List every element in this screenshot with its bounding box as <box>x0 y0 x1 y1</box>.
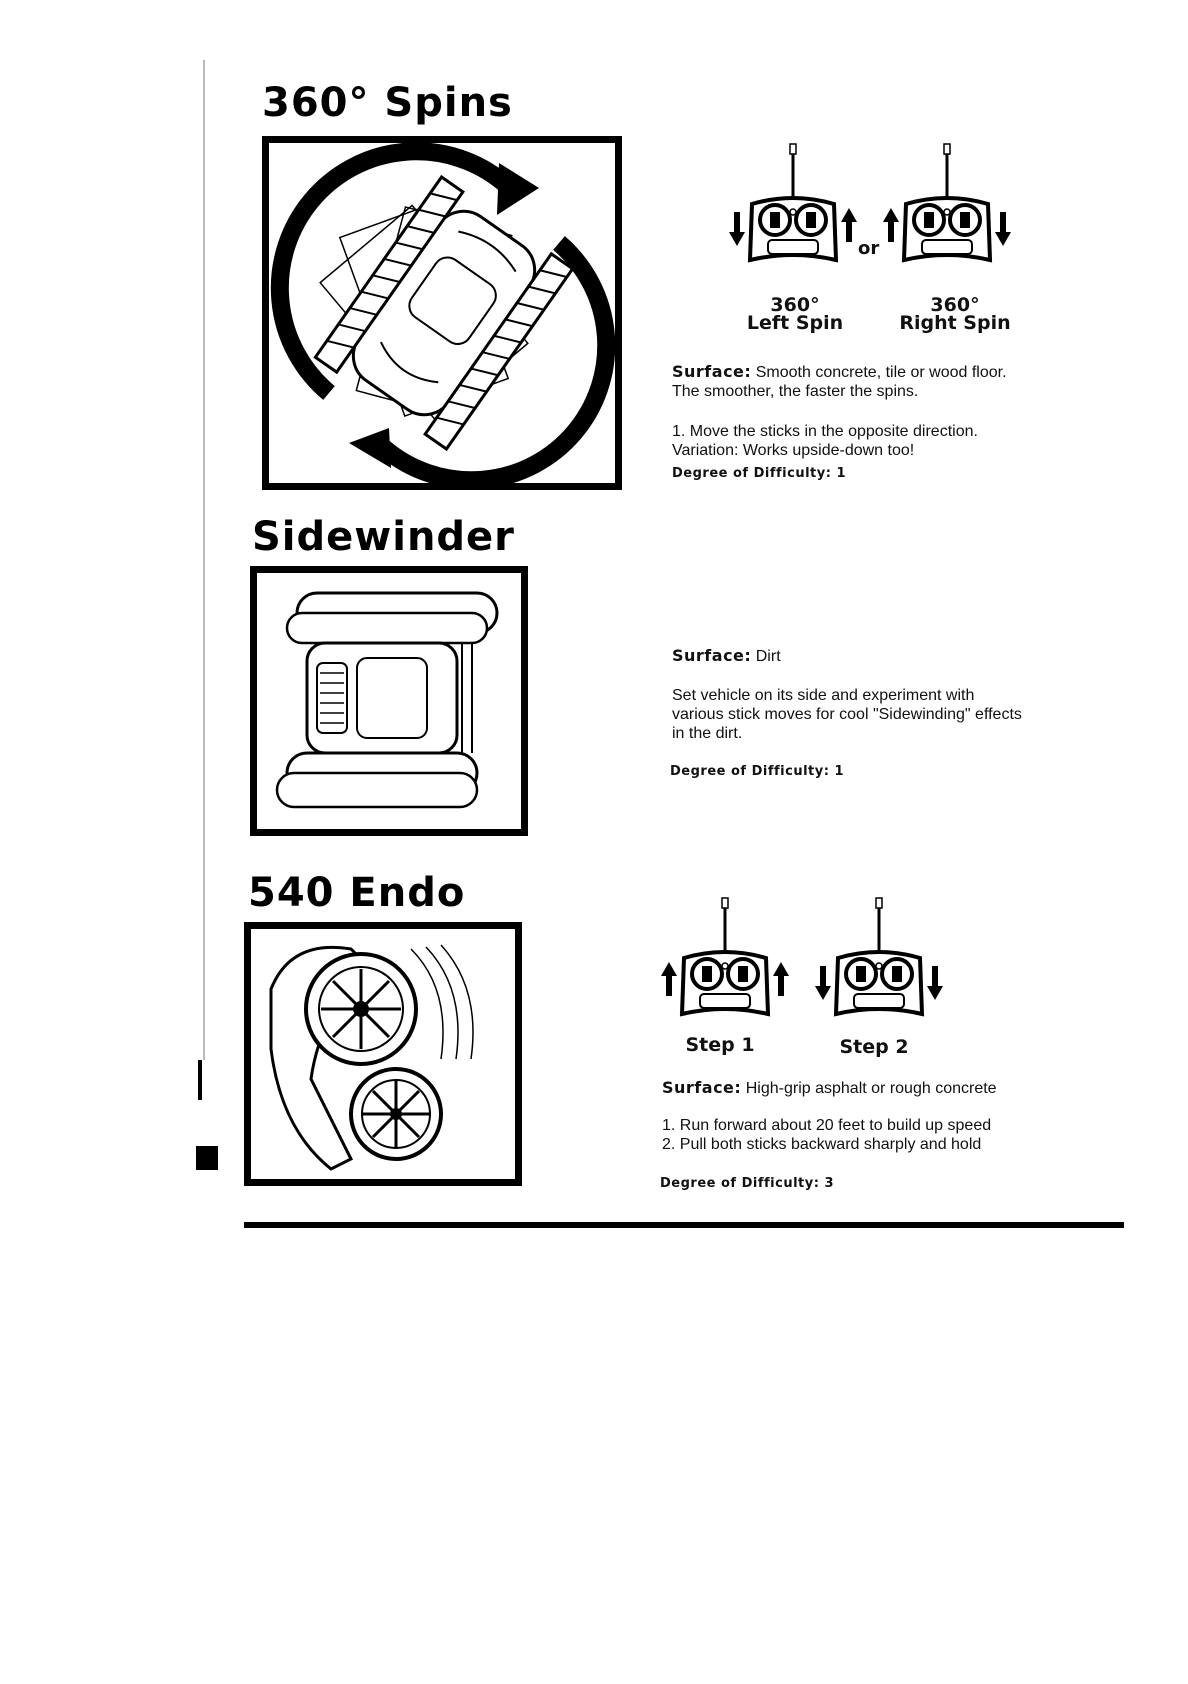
endo-step1: 1. Run forward about 20 feet to build up speed <box>662 1117 992 1134</box>
endo-surface-label: Surface: <box>662 1078 742 1097</box>
right-spin-degree: 360° <box>930 294 980 316</box>
spins-difficulty: Degree of Difficulty: 1 <box>672 466 846 481</box>
flipping-car-image <box>251 929 515 1179</box>
sideways-car-image <box>257 573 521 829</box>
right-spin-label: Right Spin <box>899 312 1011 334</box>
sidewinder-desc1: Set vehicle on its side and experiment with <box>672 687 975 704</box>
sidewinder-description <box>672 686 1022 743</box>
spins-instructions <box>672 422 978 460</box>
sidewinder-desc2: various stick moves for cool "Sidewinding" effects <box>672 706 1022 723</box>
spins-illustration <box>262 136 622 490</box>
right-spin-remote <box>882 142 1012 272</box>
left-spin-caption <box>730 296 860 332</box>
or-label: or <box>858 238 880 259</box>
sidewinder-surface-text: Dirt <box>755 648 781 665</box>
spins-step1: 1. Move the sticks in the opposite direction. <box>672 423 978 440</box>
scan-edge-line <box>203 60 205 1060</box>
endo-step1-remote <box>660 896 790 1026</box>
endo-step2-remote <box>814 896 944 1026</box>
sidewinder-surface-label: Surface: <box>672 646 752 665</box>
endo-title: 540 Endo <box>248 870 466 916</box>
margin-mark-block <box>196 1146 218 1170</box>
spins-surface <box>672 362 1007 401</box>
endo-surface-text: High-grip asphalt or rough concrete <box>745 1080 997 1097</box>
bottom-rule <box>244 1222 1124 1228</box>
margin-mark <box>198 1060 202 1100</box>
endo-difficulty: Degree of Difficulty: 3 <box>660 1176 834 1191</box>
endo-step2: 2. Pull both sticks backward sharply and hold <box>662 1136 982 1153</box>
spins-surface-text: Smooth concrete, tile or wood floor. <box>755 364 1007 381</box>
sidewinder-desc3: in the dirt. <box>672 725 743 742</box>
left-spin-degree: 360° <box>770 294 820 316</box>
spins-surface-text2: The smoother, the faster the spins. <box>672 383 919 400</box>
sidewinder-title: Sidewinder <box>252 514 515 560</box>
spins-surface-label: Surface: <box>672 362 752 381</box>
endo-instructions <box>662 1116 991 1154</box>
spinning-car-image <box>269 143 615 483</box>
endo-surface <box>662 1078 997 1098</box>
sidewinder-illustration <box>250 566 528 836</box>
right-spin-caption <box>880 296 1030 332</box>
endo-illustration <box>244 922 522 1186</box>
sidewinder-surface <box>672 646 781 666</box>
spins-variation: Variation: Works upside-down too! <box>672 442 915 459</box>
left-spin-remote <box>728 142 858 272</box>
endo-step1-caption: Step 1 <box>685 1034 755 1056</box>
sidewinder-difficulty: Degree of Difficulty: 1 <box>670 764 844 779</box>
spins-title: 360° Spins <box>262 80 513 126</box>
endo-step2-caption: Step 2 <box>839 1036 909 1058</box>
left-spin-label: Left Spin <box>746 312 844 334</box>
